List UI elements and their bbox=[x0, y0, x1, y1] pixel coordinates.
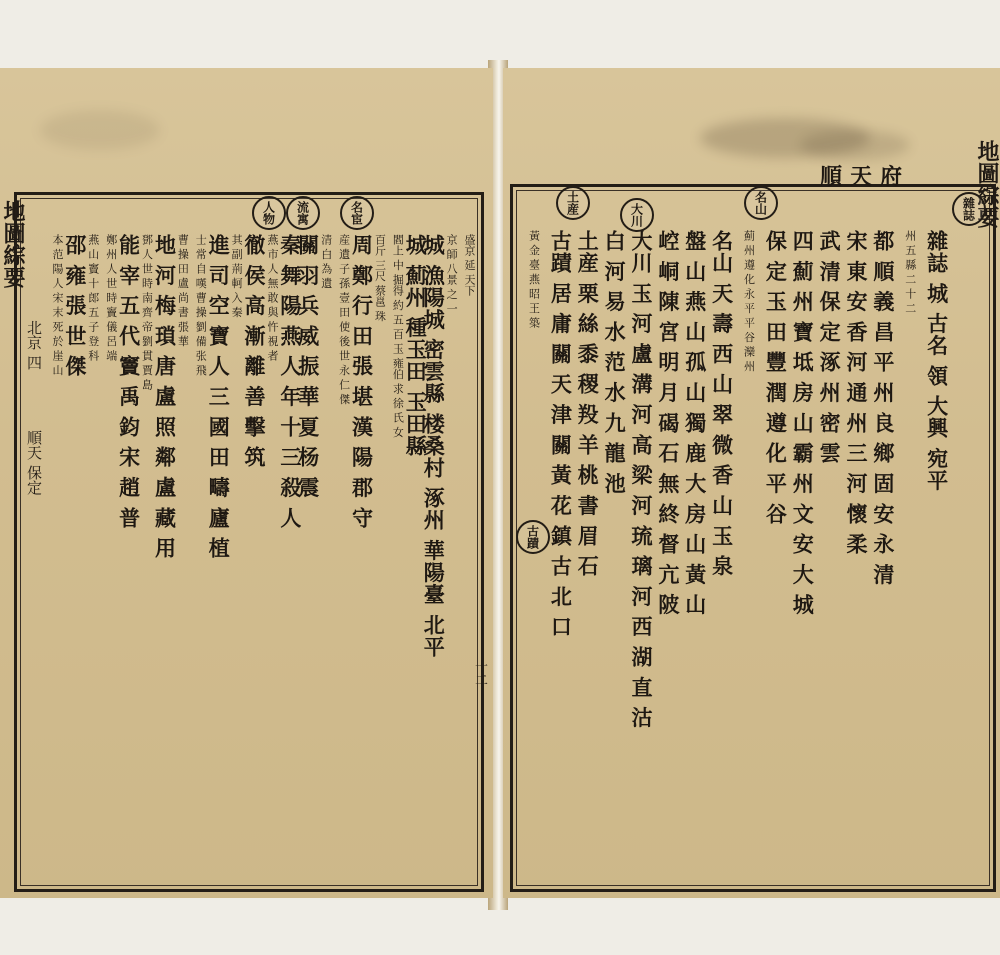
right-text-column: 四 薊 州 寶 坻 房 山 霸 州 文 安 大 城 bbox=[790, 230, 816, 616]
right-text-column: 古蹟 居 庸 關 天 津 關 黃 花 鎮 古 北 口 bbox=[548, 230, 574, 638]
right-text-column: 都 順 義 昌 平 州 良 鄉 固 安 永 清 bbox=[870, 230, 896, 586]
section-badge-dachuan: 大川 bbox=[620, 198, 654, 232]
right-text-column: 雜誌 城 古名 領 大興 宛平 bbox=[924, 230, 950, 492]
left-text-column: 周 鄭 行 田 張 堪 漢 陽 郡 守 bbox=[349, 234, 375, 529]
right-text-column: 大川 玉 河 盧 溝 河 高 梁 河 琉 璃 河 西 湖 直 沽 bbox=[628, 230, 654, 729]
left-running-title: 地圖綜要 bbox=[0, 200, 26, 288]
left-text-column: 關 羽 兵 威 振 華 夏 杨 震 bbox=[295, 234, 321, 499]
right-text-column: 薊 州 遵 化 永 平 平 谷 灤 州 bbox=[742, 230, 756, 372]
section-badge-guji: 古蹟 bbox=[516, 520, 550, 554]
prefecture-heading: 順天府 bbox=[820, 164, 911, 190]
right-text-column: 宋 東 安 香 河 通 州 三 河 懷 柔 bbox=[843, 230, 869, 556]
left-folio-label: 北京 四 bbox=[25, 320, 43, 370]
section-badge-liuyu: 流寓 bbox=[286, 196, 320, 230]
left-text-column: 地 河 梅 瑣 唐 盧 照 鄰 盧 藏 用 bbox=[152, 234, 178, 560]
section-badge-zazhi: 雜誌 bbox=[952, 192, 986, 226]
left-text-column: 盛京 延 天下 bbox=[463, 234, 477, 296]
left-text-column: 産 遺 子 孫 壹 田 使 後 世 永 仁 傑 bbox=[337, 234, 351, 405]
left-text-column: 曹 操 田 盧 尚 書 張 華 bbox=[176, 234, 190, 347]
section-badge-mingshan: 名山 bbox=[744, 186, 778, 220]
ink-blot bbox=[800, 130, 910, 160]
section-badge-renwu: 人物 bbox=[252, 196, 286, 230]
left-text-column: 進 司 空 寶 人 三 國 田 疇 廬 植 bbox=[206, 234, 232, 560]
left-text-column: 本 范 陽 人 宋 末 死 於 崖 山 bbox=[50, 234, 64, 376]
left-text-column: 燕 市 人 無 敢 與 忤 視 者 bbox=[265, 234, 279, 361]
left-text-column: 能 宰 五 代 竇 禹 鈞 宋 趙 普 bbox=[116, 234, 142, 529]
section-badge-mingshuan: 名宦 bbox=[340, 196, 374, 230]
right-text-column: 白 河 易 水 范 水 九 龍 池 bbox=[602, 230, 628, 495]
left-folio-sub: 順天 保定 bbox=[25, 430, 43, 495]
right-running-title: 地圖綜要 bbox=[974, 140, 1000, 228]
right-text-column: 黃 金 臺 燕 昭 王 築 bbox=[527, 230, 541, 328]
left-text-column: 燕 山 竇 十 郎 五 子 登 科 bbox=[86, 234, 100, 361]
left-text-column: 邵 雍 張 世 傑 bbox=[62, 234, 88, 378]
right-text-column: 盤 山 燕 山 孤 山 獨 鹿 大 房 山 黃 山 bbox=[682, 230, 708, 616]
right-text-column: 土産 栗 絲 黍 稷 羖 羊 桃 書 眉 石 bbox=[575, 230, 601, 578]
right-text-column: 武 清 保 定 涿 州 密 雲 bbox=[817, 230, 843, 465]
left-text-column: 清 白 為 遺 bbox=[319, 234, 333, 289]
left-text-column: 京 師 八景 之 一 bbox=[445, 234, 459, 314]
right-text-column: 州 五 縣 二 十 二 bbox=[903, 230, 917, 314]
right-text-column: 崆 峒 陳 宮 明 月 碣 石 無 終 督 亢 陂 bbox=[655, 230, 681, 616]
left-text-column: 秦 舞 陽 燕 人 年 十 三 殺 人 bbox=[277, 234, 303, 529]
left-text-column: 城 薊州 種玉田 玉田縣 bbox=[403, 234, 429, 457]
left-text-column: 其 副 荊 軻 入 秦 bbox=[230, 234, 244, 318]
paper-stain bbox=[40, 110, 160, 150]
right-text-column: 保 定 玉 田 豐 潤 遵 化 平 谷 bbox=[763, 230, 789, 525]
left-text-column: 士 常 自 嘆 曹 操 劉 備 张 飛 bbox=[194, 234, 208, 376]
left-text-column: 徹 侯 高 漸 離 善 擊 筑 bbox=[242, 234, 268, 469]
left-text-column: 城 漁陽城 密雲縣 楼桑村 涿州 華陽臺 北平 bbox=[421, 234, 447, 658]
left-text-column: 鄧 人 世 時 南 齊 帝 劉 貫 賈 島 bbox=[140, 234, 154, 390]
section-badge-tuchan: 土産 bbox=[556, 186, 590, 220]
left-page-number: 十二 bbox=[472, 660, 487, 686]
left-text-column: 鄭 州 人 世 時 竇 儀 呂 端 bbox=[104, 234, 118, 361]
right-text-column: 名山 天 壽 西 山 翠 微 香 山 玉 泉 bbox=[709, 230, 735, 578]
left-text-column: 百斤 三尺 蔡邕 珠 bbox=[373, 234, 387, 322]
left-text-column: 閻上 中 掘得 約 五 百 玉 雍伯 求 徐 氏 女 bbox=[391, 234, 405, 438]
